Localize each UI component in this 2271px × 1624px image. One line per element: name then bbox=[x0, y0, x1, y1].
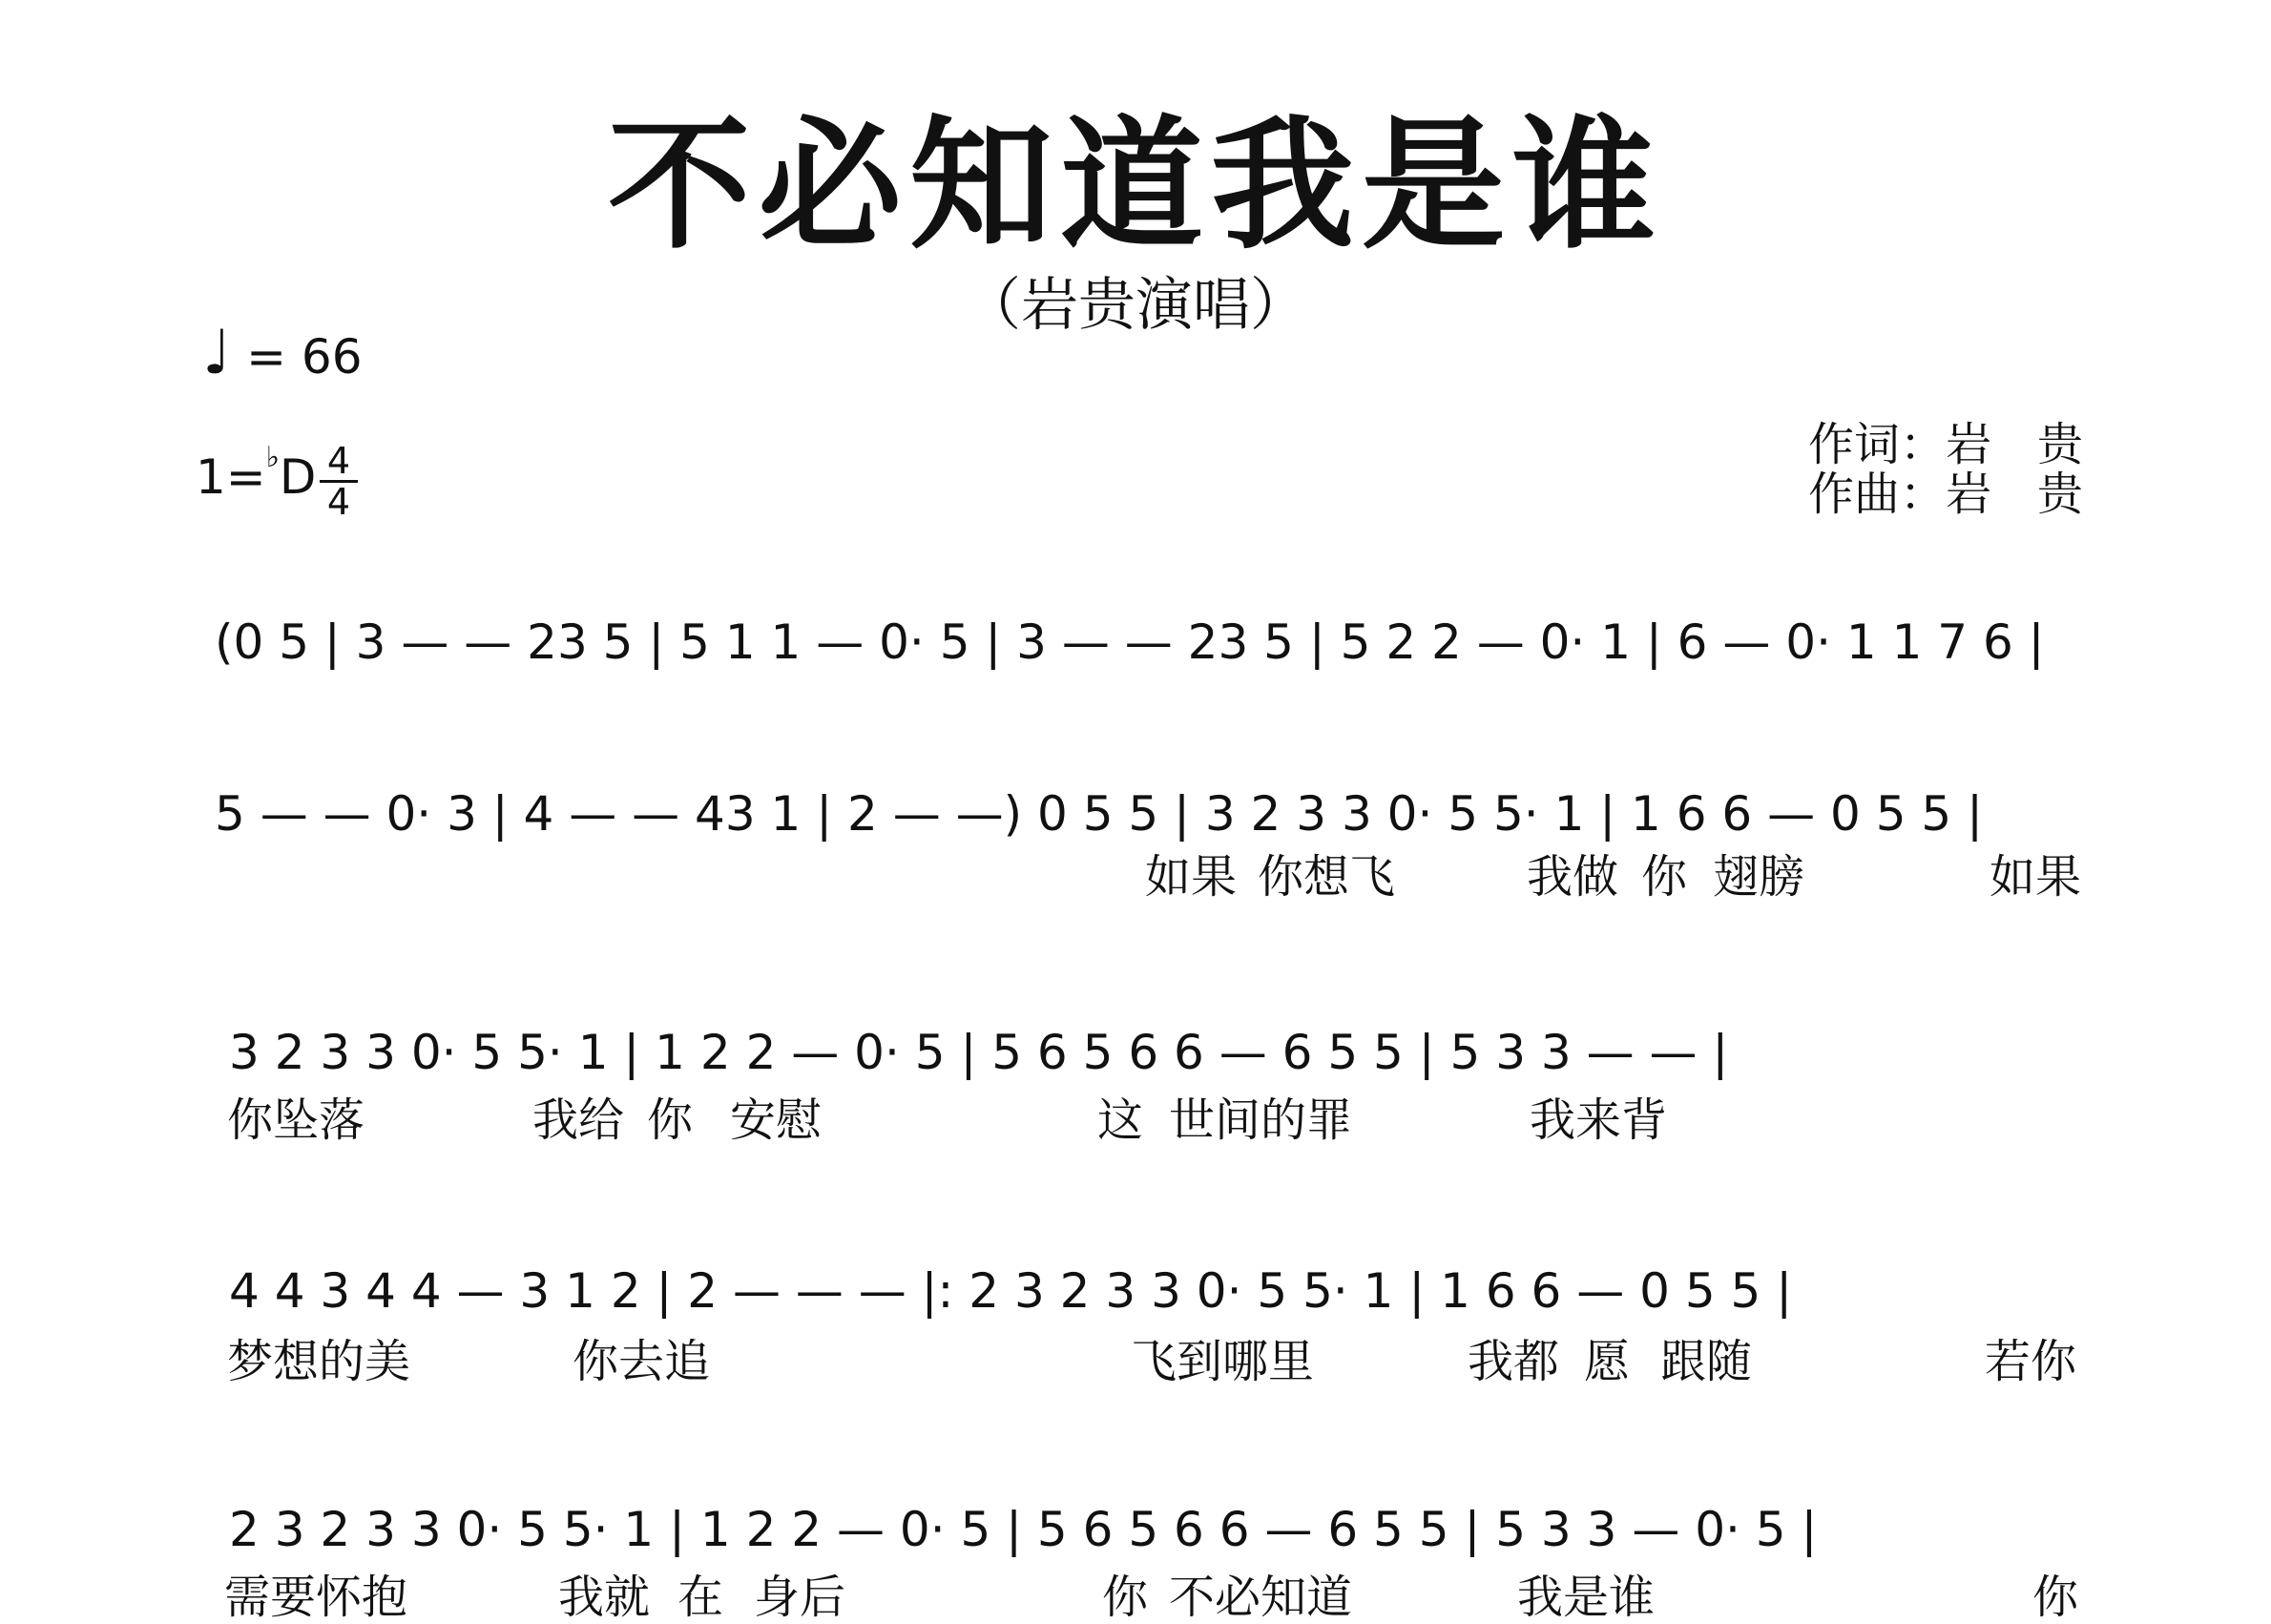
notation-line-2 bbox=[0, 763, 2271, 878]
lyric: 我来背 bbox=[1530, 1093, 1668, 1147]
lyric: 你想飞 bbox=[1258, 850, 1396, 904]
lyric: 我给 bbox=[532, 1093, 625, 1147]
key-note: D bbox=[279, 449, 317, 505]
notation-line-1 bbox=[0, 592, 2271, 706]
lyric: 这 bbox=[1097, 1093, 1144, 1147]
notation-text: (0 5 | 3 — — 23 5 | 5 1 1 — 0· 5 | 3 — — 23 5 | 5 2 2 — 0· 1 | 6 — 0· 1 1 7 6 | bbox=[215, 614, 2045, 670]
lyric: 若你 bbox=[1985, 1335, 2077, 1388]
lyric: 翅膀 bbox=[1713, 850, 1805, 904]
lyric: 梦想的美 bbox=[227, 1335, 411, 1388]
staff-line-2 bbox=[0, 763, 2271, 878]
lyric: 你 bbox=[1102, 1571, 1149, 1624]
staff-line-1 bbox=[0, 592, 2271, 706]
lyric: 世间的罪 bbox=[1169, 1093, 1353, 1147]
lyric: 身后 bbox=[754, 1571, 846, 1624]
notation-text: 5 — — 0· 3 | 4 — — 43 1 | 2 — —) 0 5 5 | 3 2 3 3 0· 5 5· 1 | 1 6 6 — 0 5 5 | bbox=[215, 786, 1983, 842]
lyric: 如果 bbox=[1990, 850, 2082, 904]
key-signature bbox=[196, 441, 317, 513]
lyric: 你坠落 bbox=[227, 1093, 365, 1147]
lyric: 飞到哪里 bbox=[1131, 1335, 1315, 1388]
credits bbox=[1808, 420, 2083, 519]
lyric: 安慰 bbox=[730, 1093, 823, 1147]
time-signature bbox=[320, 440, 358, 523]
lyric: 愿 bbox=[1584, 1335, 1631, 1388]
lyric: 我是谁 bbox=[1517, 1571, 1656, 1624]
lyric: 我都 bbox=[1468, 1335, 1560, 1388]
lyricist-credit: 作词：岩 贵 bbox=[1808, 418, 2084, 471]
tempo-value: = 66 bbox=[246, 329, 363, 385]
meter-top: 4 bbox=[326, 440, 351, 482]
lyric: 你 bbox=[1641, 850, 1688, 904]
lyric: 如果 bbox=[1145, 850, 1238, 904]
tempo-marking bbox=[202, 318, 363, 388]
flat-icon: ♭ bbox=[265, 441, 280, 474]
quarter-note-icon: ♩ bbox=[202, 318, 232, 388]
lyric: 你去追 bbox=[573, 1335, 711, 1388]
composer-credit: 作曲：岩 贵 bbox=[1808, 468, 2084, 521]
key-prefix: 1= bbox=[196, 449, 266, 505]
song-title: 不必知道我是谁 bbox=[607, 103, 1663, 269]
lyric: 不必知道 bbox=[1169, 1571, 1353, 1624]
notation-text: 3 2 3 3 0· 5 5· 1 | 1 2 2 — 0· 5 | 5 6 5 6 6 — 6 5 5 | 5 3 3 — — | bbox=[229, 1025, 1729, 1080]
lyric: 需要怀抱 bbox=[224, 1571, 408, 1624]
lyric: 我就 bbox=[558, 1571, 651, 1624]
song-subtitle: （岩贵演唱） bbox=[964, 272, 1307, 339]
lyric: 在 bbox=[677, 1571, 724, 1624]
lyric: 跟随 bbox=[1660, 1335, 1753, 1388]
lyric: 我做 bbox=[1527, 850, 1619, 904]
notation-text: 2 3 2 3 3 0· 5 5· 1 | 1 2 2 — 0· 5 | 5 6 5 6 6 — 6 5 5 | 5 3 3 — 0· 5 | bbox=[229, 1502, 1818, 1557]
lyric: 你 bbox=[2032, 1571, 2079, 1624]
notation-text: 4 4 3 4 4 — 3 1 2 | 2 — — — |: 2 3 2 3 3 0· 5 5· 1 | 1 6 6 — 0 5 5 | bbox=[229, 1263, 1793, 1319]
lyric: 你 bbox=[647, 1093, 694, 1147]
meter-bottom: 4 bbox=[326, 481, 351, 523]
